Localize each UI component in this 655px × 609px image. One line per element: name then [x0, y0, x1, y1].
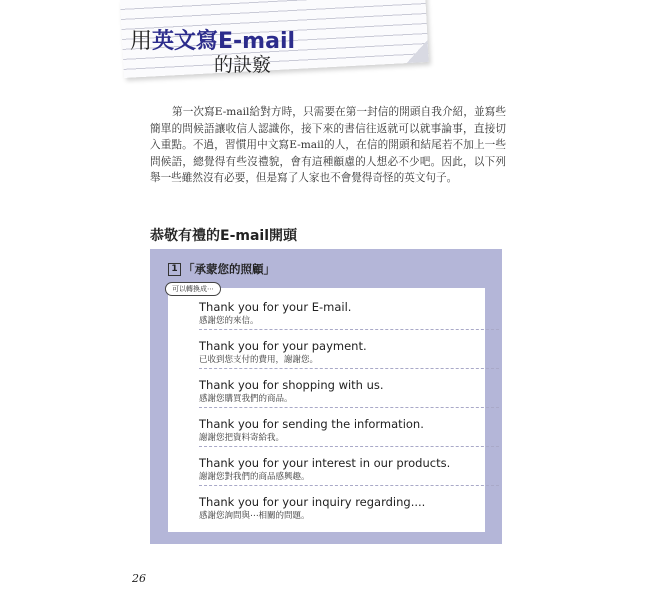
phrase-chinese: 感謝您購買我們的商品。	[199, 394, 293, 404]
box-heading-text: 「承蒙您的照顧」	[183, 262, 275, 276]
page-number: 26	[132, 572, 146, 585]
phrase-item	[199, 417, 495, 444]
phrase-separator	[199, 407, 499, 408]
section-title: 恭敬有禮的E-mail開頭	[150, 228, 298, 244]
box-number: 1	[168, 263, 181, 276]
phrase-chinese: 感謝您的來信。	[199, 316, 259, 326]
phrase-item	[199, 495, 495, 522]
phrase-item	[199, 456, 495, 483]
title-highlight: 英文寫E-mail	[152, 29, 296, 54]
phrase-english: Thank you for shopping with us.	[199, 378, 384, 392]
phrase-separator	[199, 329, 499, 330]
phrase-item	[199, 300, 495, 327]
phrase-chinese: 已收到您支付的費用，謝謝您。	[199, 355, 319, 365]
phrase-separator	[199, 368, 499, 369]
phrase-english: Thank you for your interest in our products.	[199, 456, 451, 470]
phrase-item	[199, 339, 495, 366]
phrase-chinese: 謝謝您把資料寄給我。	[199, 433, 285, 443]
phrase-english: Thank you for sending the information.	[199, 417, 424, 431]
page-title-line2: 的訣竅	[214, 54, 272, 76]
phrase-item	[199, 378, 495, 405]
phrase-english: Thank you for your payment.	[199, 339, 367, 353]
title-prefix: 用	[130, 29, 153, 54]
phrase-separator	[199, 485, 499, 486]
phrase-english: Thank you for your inquiry regarding....	[199, 495, 426, 509]
phrase-list	[168, 288, 485, 532]
phrase-chinese: 謝謝您對我們的商品感興趣。	[199, 472, 310, 482]
phrase-english: Thank you for your E-mail.	[199, 300, 352, 314]
phrase-separator	[199, 446, 499, 447]
phrase-chinese: 感謝您詢問與⋯相關的問題。	[199, 511, 310, 521]
callout-bubble: 可以轉換成⋯	[165, 282, 221, 296]
box-heading	[168, 261, 275, 277]
intro-paragraph: 第一次寫E-mail給對方時，只需要在第一封信的開頭自我介紹，並寫些簡單的問候語讓收信人認識你，接下來的書信往返就可以就事論事，直接切入重點。不過，習慣用中文寫E-mail的人，在信的開頭和結尾若不加上一些問候語，總覺得有些沒禮貌，會有這種顧慮的人想必不少吧。因此，以下列舉一些雖然沒有必要，但是寫了人家也不會覺得奇怪的英文句子。	[150, 106, 506, 184]
